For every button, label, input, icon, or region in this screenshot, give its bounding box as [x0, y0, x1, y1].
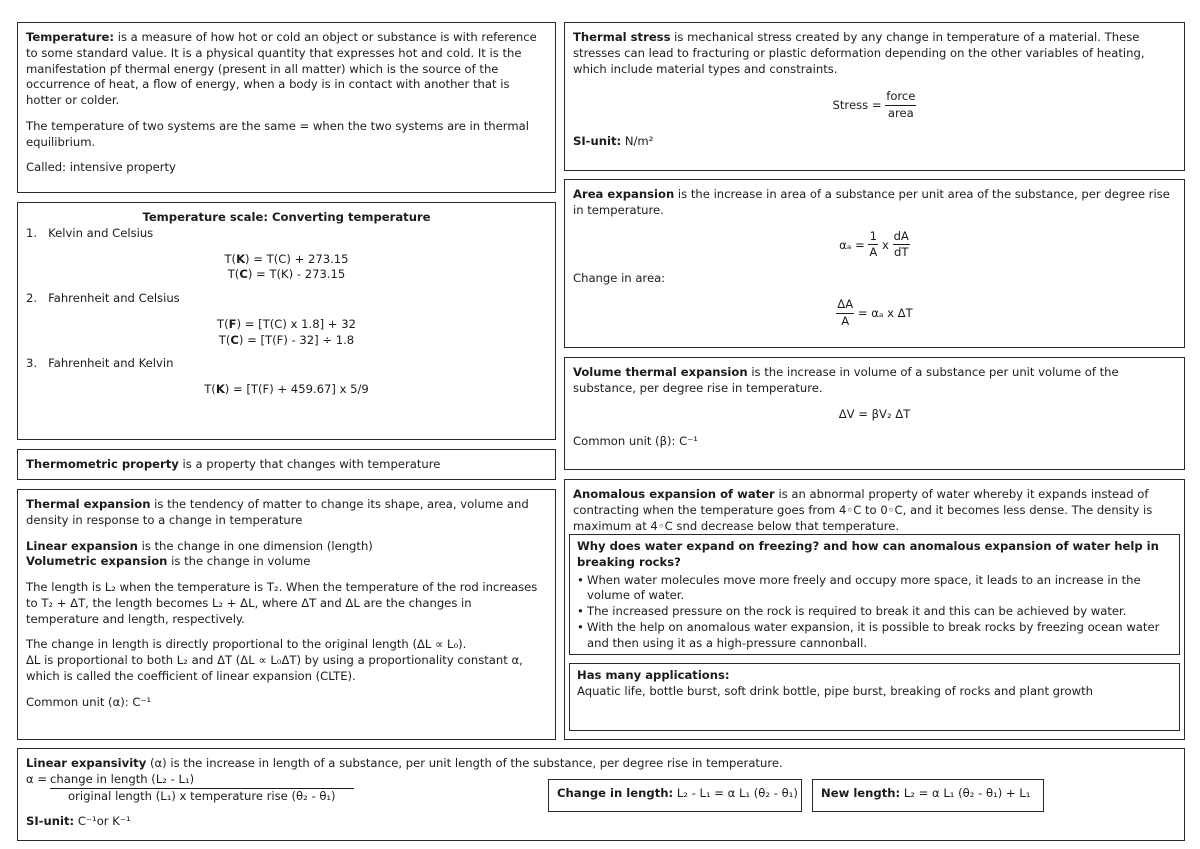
- thermal-expansion-definition: Thermal expansion is the tendency of matter to change its shape, area, volume and density in response to a change in temperature: [26, 497, 529, 527]
- temperature-term: Temperature:: [26, 30, 115, 44]
- change-in-length-box: Change in length: L₂ - L₁ = α L₁ (θ₂ - θ₁): [548, 779, 802, 812]
- applications-title: Has many applications:: [577, 668, 730, 682]
- list-item: • With the help on anomalous water expansion, it is possible to break rocks by freezing ocean water and then using it as a high-pressure cannonball.: [577, 620, 1172, 652]
- scale-item-3: 3. Fahrenheit and Kelvin: [26, 356, 174, 371]
- volume-expansion-box: [564, 357, 1185, 470]
- volume-common-unit: Common unit (β): C⁻¹: [573, 434, 698, 449]
- volume-expansion-formula: ΔV = βV₂ ΔT: [838, 406, 911, 421]
- formula-f-from-c: T(F) = [T(C) x 1.8] + 32: [217, 316, 356, 331]
- formula-k-from-c: T(K) = T(C) + 273.15: [224, 251, 349, 266]
- rod-length-text: The length is L₂ when the temperature is T₂. When the temperature of the rod increases to T₂ + ΔT, the length becomes L₂ + ΔL, where ΔT and ΔL are the changes in temperature and length, respectively.: [26, 580, 538, 626]
- change-in-area-label: Change in area:: [573, 271, 666, 286]
- volume-expansion-definition: Volume thermal expansion is the increase in volume of a substance per unit volume of the substance, per degree rise in temperature.: [573, 365, 1119, 395]
- scale-item-2: 2. Fahrenheit and Celsius: [26, 291, 180, 306]
- thermometric-definition: Thermometric property is a property that changes with temperature: [26, 457, 441, 471]
- formula-c-from-f: T(C) = [T(F) - 32] ÷ 1.8: [218, 332, 355, 347]
- clte-text: ΔL is proportional to both L₂ and ΔT (ΔL ∝ L₀ΔT) by using a proportionality constant α, which is called the coefficient of linear expansion (CLTE).: [26, 653, 523, 683]
- anomalous-expansion-definition: Anomalous expansion of water is an abnormal property of water whereby it expands instead of contracting when the temperature goes from 4◦C to 0◦C, and it becomes less dense. The density is maximum at 4◦C snd decrease below that temperature.: [573, 487, 1153, 533]
- volumetric-expansion-definition: Volumetric expansion is the change in volume: [26, 554, 311, 569]
- why-water-expands-list: [577, 573, 1172, 652]
- thermal-stress-box: [564, 22, 1185, 171]
- area-expansion-definition: Area expansion is the increase in area of a substance per unit area of the substance, per degree rise in temperature.: [573, 187, 1170, 217]
- temperature-box: [17, 22, 556, 193]
- linear-expansivity-formula: α = change in length (L₂ - L₁) original length (L₁) x temperature rise (θ₂ - θ₁): [26, 772, 1176, 805]
- list-item: • When water molecules move more freely and occupy more space, it leads to an increase in the volume of water.: [577, 573, 1172, 605]
- expansivity-numerator: change in length (L₂ - L₁): [50, 772, 354, 789]
- temperature-called: Called: intensive property: [26, 160, 176, 175]
- proportional-text: The change in length is directly proportional to the original length (ΔL ∝ L₀).: [26, 637, 467, 652]
- expansivity-denominator: original length (L₁) x temperature rise (θ₂ - θ₁): [68, 788, 336, 803]
- why-water-expands-box: [569, 534, 1180, 655]
- thermometric-property-box: [17, 449, 556, 480]
- linear-expansivity-definition: Linear expansivity (α) is the increase in length of a substance, per unit length of the substance, per degree rise in temperature.: [26, 756, 783, 770]
- formula-c-from-k: T(C) = T(K) - 273.15: [227, 267, 346, 282]
- why-water-expands-title: Why does water expand on freezing? and how can anomalous expansion of water help in breaking rocks?: [577, 539, 1159, 569]
- temperature-scale-title: Temperature scale: Converting temperature: [142, 210, 431, 224]
- temperature-definition: Temperature: is a measure of how hot or cold an object or substance is with reference to some standard value. It is a physical quantity that expresses hot and cold. It is the manifestation pf thermal energy (present in all matter) which is the source of the occurrence of heat, a flow of energy, when a body is in contact with another that is hotter or colder.: [26, 30, 537, 108]
- area-coefficient-formula: αₐ = $\frac{1}{A}$ x $\frac{dA}{dT}$: [839, 228, 909, 260]
- kelvin-celsius-formulas: [26, 252, 547, 284]
- linear-expansion-definition: Linear expansion is the change in one dimension (length): [26, 538, 373, 553]
- temperature-scale-box: [17, 202, 556, 440]
- area-expansion-box: [564, 179, 1185, 348]
- new-length-box: New length: L₂ = α L₁ (θ₂ - θ₁) + L₁: [812, 779, 1044, 812]
- linear-expansivity-si-unit: SI-unit: C⁻¹or K⁻¹: [26, 814, 131, 829]
- change-in-area-formula: $\frac{\Delta A}{A}$ = αₐ x ΔT: [837, 296, 913, 328]
- scale-item-1: 1. Kelvin and Celsius: [26, 225, 154, 240]
- temperature-equilibrium: The temperature of two systems are the same = when the two systems are in thermal equilibrium.: [26, 118, 529, 149]
- clte-common-unit: Common unit (α): C⁻¹: [26, 694, 152, 709]
- thermal-stress-definition: Thermal stress is mechanical stress created by any change in temperature of a material. These stresses can lead to fracturing or plastic deformation depending on the other variables of heating, which include material types and constraints.: [573, 30, 1145, 76]
- stress-formula: Stress = $\frac{\text{force}}{\text{area}}$: [832, 89, 916, 121]
- applications-text: Aquatic life, bottle burst, soft drink bottle, pipe burst, breaking of rocks and plant growth: [577, 683, 1094, 698]
- list-item: • The increased pressure on the rock is required to break it and this can be achieved by water.: [577, 604, 1172, 620]
- thermal-expansion-box: [17, 489, 556, 740]
- thermal-stress-si-unit: SI-unit: N/m²: [573, 133, 654, 148]
- formula-k-from-f: T(K) = [T(F) + 459.67] x 5/9: [204, 382, 369, 397]
- applications-box: [569, 663, 1180, 731]
- fahrenheit-celsius-formulas: [26, 317, 547, 349]
